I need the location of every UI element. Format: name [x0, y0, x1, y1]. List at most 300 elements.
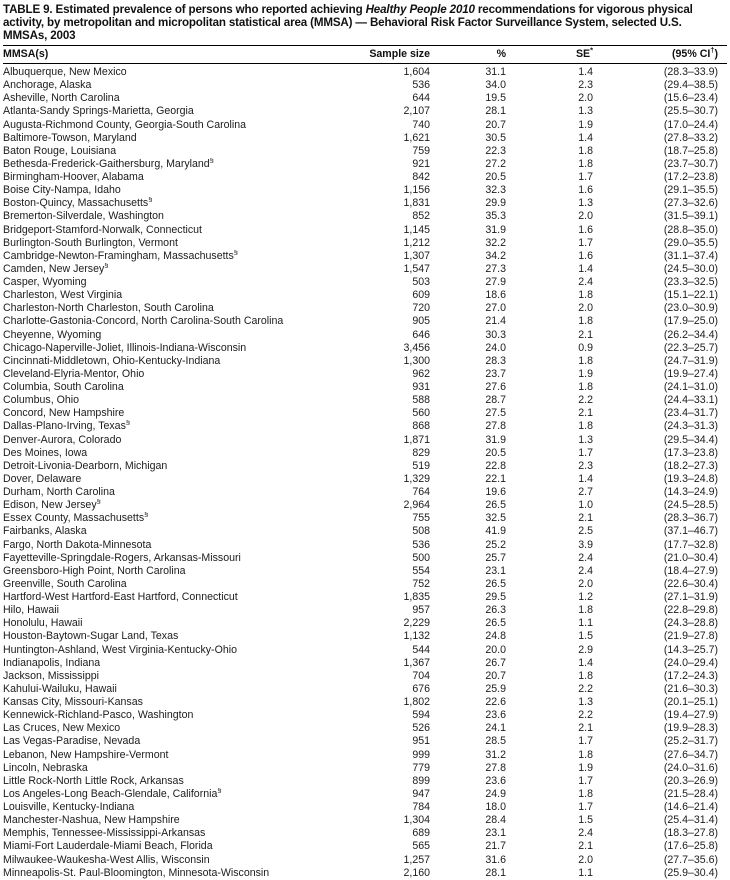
mmsa-name-cell: Charleston-North Charleston, South Carolina [3, 302, 214, 315]
ci-cell: (20.1–25.1) [663, 696, 718, 708]
table-row [3, 473, 727, 486]
mmsa-name-cell: Lebanon, New Hampshire-Vermont [3, 748, 169, 761]
percent-cell: 22.8 [485, 459, 506, 472]
percent-cell: 35.3 [485, 210, 506, 223]
sample-size-cell: 588 [412, 394, 430, 407]
ci-cell: (19.4–27.9) [663, 709, 718, 722]
sample-size-cell: 544 [412, 643, 430, 656]
se-cell: 3.9 [578, 538, 593, 551]
ci-cell: (22.3–25.7) [663, 341, 718, 354]
mmsa-name-cell: Bremerton-Silverdale, Washington [3, 210, 164, 223]
mmsa-name-cell: Hartford-West Hartford-East Hartford, Connecticut [3, 591, 238, 603]
mmsa-name-cell: Casper, Wyoming [3, 276, 87, 288]
percent-cell: 26.7 [485, 656, 506, 669]
mmsa-name-cell: Durham, North Carolina [3, 486, 115, 498]
se-cell: 1.8 [578, 315, 593, 328]
table-title-italic-segment: Healthy People 2010 [365, 3, 475, 16]
table-row [3, 801, 727, 814]
table-row [3, 79, 727, 92]
sample-size-cell: 779 [412, 761, 430, 774]
sample-size-cell: 676 [412, 682, 430, 695]
sample-size-cell: 508 [412, 525, 430, 538]
percent-cell: 31.9 [485, 433, 506, 446]
table-row [3, 696, 727, 709]
ci-cell: (14.6–21.4) [663, 801, 718, 813]
sample-size-cell: 784 [412, 801, 430, 813]
sample-size-cell: 852 [412, 210, 430, 223]
percent-cell: 19.6 [485, 486, 506, 498]
mmsa-name-cell: Anchorage, Alaska [3, 79, 92, 92]
se-cell: 1.1 [578, 617, 593, 630]
mmsa-name-cell: Hilo, Hawaii [3, 604, 59, 617]
ci-footnote-marker: † [710, 45, 715, 55]
percent-cell: 28.1 [485, 866, 506, 879]
table-row [3, 224, 727, 237]
prevalence-table [3, 45, 727, 880]
mmsa-name-cell: Memphis, Tennessee-Mississippi-Arkansas [3, 827, 206, 840]
ci-cell: (27.3–32.6) [663, 197, 718, 210]
sample-size-cell: 2,107 [403, 105, 430, 118]
ci-cell: (23.7–30.7) [663, 157, 718, 170]
percent-cell: 28.4 [485, 814, 506, 827]
se-cell: 1.7 [578, 446, 593, 459]
mmsa-name-cell: Fargo, North Dakota-Minnesota [3, 538, 152, 551]
ci-cell: (17.2–23.8) [663, 171, 718, 183]
table-row [3, 460, 727, 473]
percent-cell: 25.7 [485, 551, 506, 564]
ci-cell: (22.6–30.4) [663, 577, 718, 590]
sample-size-cell: 560 [412, 407, 430, 420]
se-cell: 2.0 [578, 853, 593, 866]
table-row [3, 657, 727, 670]
se-cell: 1.6 [578, 223, 593, 236]
se-cell: 1.9 [578, 761, 593, 774]
table-row [3, 512, 727, 525]
se-cell: 1.8 [578, 669, 593, 682]
mmsa-name-cell: Charlotte-Gastonia-Concord, North Carolina-South Carolina [3, 315, 284, 328]
sample-size-cell: 905 [412, 315, 430, 328]
ci-cell: (17.2–24.3) [663, 669, 718, 682]
table-row [3, 132, 727, 145]
table-row [3, 630, 727, 643]
se-cell: 2.0 [578, 302, 593, 315]
sample-size-cell: 1,307 [403, 249, 430, 262]
table-row [3, 289, 727, 302]
sample-size-cell: 1,329 [403, 472, 430, 485]
column-header-percent: % [430, 46, 506, 64]
table-row [3, 276, 727, 289]
percent-cell: 18.6 [485, 289, 506, 302]
sample-size-cell: 594 [412, 709, 430, 722]
se-cell: 2.2 [578, 394, 593, 407]
percent-cell: 27.2 [485, 157, 506, 170]
ci-cell: (28.3–36.7) [663, 512, 718, 525]
ci-cell: (31.5–39.1) [663, 210, 718, 223]
se-cell: 2.3 [578, 79, 593, 92]
sample-size-cell: 752 [412, 577, 430, 590]
percent-cell: 24.0 [485, 341, 506, 354]
mmsa-footnote-marker: § [125, 420, 131, 427]
sample-size-cell: 999 [412, 748, 430, 761]
mmsa-name-cell: Minneapolis-St. Paul-Bloomington, Minnesota-Wisconsin [3, 866, 270, 879]
se-cell: 2.1 [578, 328, 593, 341]
mmsa-name-cell: Houston-Baytown-Sugar Land, Texas [3, 630, 179, 643]
se-cell: 2.4 [578, 827, 593, 840]
se-cell: 1.8 [578, 289, 593, 302]
ci-cell: (24.4–33.1) [663, 394, 718, 407]
se-cell: 1.7 [578, 236, 593, 249]
se-cell: 0.9 [578, 341, 593, 354]
sample-size-cell: 740 [412, 118, 430, 131]
sample-size-cell: 720 [412, 302, 430, 315]
mmsa-name-cell: Huntington-Ashland, West Virginia-Kentucky-Ohio [3, 643, 237, 656]
ci-cell: (28.8–35.0) [663, 223, 718, 236]
sample-size-cell: 764 [412, 486, 430, 498]
table-row [3, 250, 727, 263]
mmsa-name-cell: Cleveland-Elyria-Mentor, Ohio [3, 367, 145, 380]
table-row [3, 617, 727, 630]
percent-cell: 24.1 [485, 722, 506, 735]
percent-cell: 20.7 [485, 118, 506, 131]
ci-cell: (23.3–32.5) [663, 276, 718, 288]
percent-cell: 21.4 [485, 315, 506, 328]
percent-cell: 24.9 [485, 787, 506, 800]
sample-size-cell: 755 [412, 512, 430, 525]
ci-cell: (19.9–27.4) [663, 367, 718, 380]
ci-cell: (19.3–24.8) [663, 472, 718, 485]
ci-cell: (21.6–30.3) [663, 682, 718, 695]
se-cell: 1.4 [578, 472, 593, 485]
mmsa-name-cell: Kennewick-Richland-Pasco, Washington [3, 709, 194, 722]
table-row [3, 722, 727, 735]
mmsa-name-cell: Baltimore-Towson, Maryland [3, 131, 137, 144]
ci-cell: (25.5–30.7) [663, 105, 718, 118]
table-row [3, 355, 727, 368]
se-cell: 1.2 [578, 591, 593, 603]
sample-size-cell: 1,304 [403, 814, 430, 827]
column-header-se: SE* [506, 46, 593, 64]
ci-cell: (24.7–31.9) [663, 354, 718, 367]
mmsa-name-cell: Miami-Fort Lauderdale-Miami Beach, Florida [3, 840, 213, 853]
se-cell: 2.4 [578, 551, 593, 564]
percent-cell: 27.6 [485, 381, 506, 393]
sample-size-cell: 554 [412, 564, 430, 577]
ci-cell: (31.1–37.4) [663, 249, 718, 262]
sample-size-cell: 3,456 [403, 341, 430, 354]
ci-cell: (21.9–27.8) [663, 630, 718, 643]
mmsa-footnote-marker: § [233, 249, 238, 257]
ci-cell: (25.9–30.4) [663, 866, 718, 879]
ci-cell: (24.5–28.5) [663, 499, 718, 512]
se-cell: 1.8 [578, 604, 593, 617]
percent-cell: 23.6 [485, 709, 506, 722]
percent-cell: 30.3 [485, 328, 506, 341]
mmsa-name-cell: Birmingham-Hoover, Alabama [3, 171, 144, 183]
mmsa-name-cell: Kansas City, Missouri-Kansas [3, 696, 143, 708]
se-cell: 2.9 [578, 643, 593, 656]
se-cell: 2.4 [578, 564, 593, 577]
mmsa-name-cell: Boston-Quincy, Massachusetts§ [3, 197, 365, 210]
table-row [3, 447, 727, 460]
table-title-prefix: TABLE 9. Estimated prevalence of persons who reported achieving [3, 3, 366, 16]
ci-cell: (29.0–35.5) [663, 236, 718, 249]
percent-cell: 29.5 [485, 591, 506, 603]
se-cell: 1.4 [578, 131, 593, 144]
ci-cell: (24.0–29.4) [663, 656, 718, 669]
ci-cell: (26.2–34.4) [663, 328, 718, 341]
percent-cell: 20.0 [485, 643, 506, 656]
ci-cell: (22.8–29.8) [663, 604, 718, 617]
mmsa-name-cell: Camden, New Jersey§ [3, 263, 365, 276]
sample-size-cell: 1,547 [403, 262, 430, 275]
se-cell: 1.8 [578, 420, 593, 433]
ci-cell: (14.3–24.9) [663, 486, 718, 498]
mmsa-name-cell: Honolulu, Hawaii [3, 617, 83, 630]
table-row [3, 814, 727, 827]
ci-cell: (24.3–31.3) [663, 420, 718, 433]
column-header-ci: (95% CI†) [593, 46, 727, 64]
se-cell: 1.4 [578, 66, 593, 78]
se-cell: 2.1 [578, 407, 593, 420]
sample-size-cell: 1,831 [403, 197, 430, 210]
ci-cell: (25.4–31.4) [663, 814, 718, 827]
se-cell: 2.1 [578, 512, 593, 525]
ci-cell: (27.1–31.9) [663, 591, 718, 603]
ci-cell: (19.9–28.3) [663, 722, 718, 735]
ci-cell: (27.6–34.7) [663, 748, 718, 761]
percent-cell: 41.9 [485, 525, 506, 538]
table-row [3, 735, 727, 748]
mmsa-name-cell: Chicago-Naperville-Joliet, Illinois-Indiana-Wisconsin [3, 341, 247, 354]
ci-cell: (17.0–24.4) [663, 118, 718, 131]
percent-cell: 18.0 [485, 801, 506, 813]
mmsa-name-cell: Fayetteville-Springdale-Rogers, Arkansas-Missouri [3, 551, 241, 564]
table-header-row [3, 46, 727, 64]
mmsa-name-cell: Bridgeport-Stamford-Norwalk, Connecticut [3, 223, 203, 236]
table-header [3, 46, 727, 64]
table-row [3, 381, 727, 394]
se-cell: 1.7 [578, 171, 593, 183]
mmsa-name-cell: Concord, New Hampshire [3, 407, 125, 420]
se-cell: 1.8 [578, 354, 593, 367]
mmsa-footnote-marker: § [144, 512, 149, 519]
percent-cell: 27.9 [485, 276, 506, 288]
sample-size-cell: 646 [412, 328, 430, 341]
percent-cell: 25.9 [485, 682, 506, 695]
se-cell: 1.7 [578, 774, 593, 787]
sample-size-cell: 2,229 [403, 617, 430, 630]
se-cell: 1.3 [578, 433, 593, 446]
se-cell: 1.4 [578, 262, 593, 275]
se-cell: 2.7 [578, 486, 593, 498]
table-row [3, 420, 727, 433]
se-cell: 1.8 [578, 748, 593, 761]
ci-cell: (27.8–33.2) [663, 131, 718, 144]
mmsa-name-cell: Denver-Aurora, Colorado [3, 433, 122, 446]
se-cell: 2.2 [578, 682, 593, 695]
mmsa-footnote-marker: § [96, 499, 101, 506]
ci-cell: (15.1–22.1) [663, 289, 718, 302]
table-body [3, 64, 727, 880]
table-row [3, 578, 727, 591]
mmsa-name-cell: Asheville, North Carolina [3, 92, 120, 105]
sample-size-cell: 536 [412, 79, 430, 92]
table-row [3, 644, 727, 657]
sample-size-cell: 962 [412, 367, 430, 380]
mmsa-name-cell: Albuquerque, New Mexico [3, 66, 127, 78]
table-row [3, 394, 727, 407]
table-row [3, 210, 727, 223]
ci-cell: (27.7–35.6) [663, 853, 718, 866]
table-row [3, 670, 727, 683]
table-row [3, 263, 727, 276]
percent-cell: 25.2 [485, 538, 506, 551]
table-row [3, 788, 727, 801]
se-cell: 1.8 [578, 144, 593, 157]
mmsa-name-cell: Little Rock-North Little Rock, Arkansas [3, 774, 184, 787]
se-cell: 1.0 [578, 499, 593, 512]
ci-cell: (18.4–27.9) [663, 564, 718, 577]
ci-cell: (15.6–23.4) [663, 92, 718, 105]
percent-cell: 23.1 [485, 827, 506, 840]
percent-cell: 20.7 [485, 669, 506, 682]
percent-cell: 20.5 [485, 446, 506, 459]
table-row [3, 867, 727, 880]
ci-cell: (24.0–31.6) [663, 761, 718, 774]
se-cell: 2.0 [578, 210, 593, 223]
table-row [3, 237, 727, 250]
se-cell: 1.5 [578, 630, 593, 643]
table-row [3, 525, 727, 538]
sample-size-cell: 1,212 [403, 236, 430, 249]
sample-size-cell: 704 [412, 669, 430, 682]
sample-size-cell: 503 [412, 276, 430, 288]
sample-size-cell: 1,802 [403, 696, 430, 708]
mmsa-name-cell: Dallas-Plano-Irving, Texas§ [3, 420, 365, 433]
sample-size-cell: 609 [412, 289, 430, 302]
ci-cell: (28.3–33.9) [663, 66, 718, 78]
ci-cell: (25.2–31.7) [663, 735, 718, 748]
se-cell: 1.7 [578, 735, 593, 748]
table-row [3, 486, 727, 499]
mmsa-name-cell: Cheyenne, Wyoming [3, 328, 102, 341]
mmsa-name-cell: Des Moines, Iowa [3, 446, 88, 459]
ci-cell: (17.6–25.8) [663, 840, 718, 853]
sample-size-cell: 1,871 [403, 433, 430, 446]
sample-size-cell: 536 [412, 538, 430, 551]
mmsa-footnote-marker: § [104, 262, 109, 270]
mmsa-name-cell: Burlington-South Burlington, Vermont [3, 236, 178, 249]
ci-cell: (21.5–28.4) [663, 787, 718, 800]
mmsa-name-cell: Detroit-Livonia-Dearborn, Michigan [3, 459, 168, 472]
sample-size-cell: 947 [412, 787, 430, 800]
table-row [3, 775, 727, 788]
ci-cell: (21.0–30.4) [663, 551, 718, 564]
se-cell: 2.1 [578, 840, 593, 853]
percent-cell: 20.5 [485, 171, 506, 183]
table-row [3, 539, 727, 552]
ci-cell: (18.2–27.3) [663, 459, 718, 472]
percent-cell: 24.8 [485, 630, 506, 643]
percent-cell: 22.3 [485, 144, 506, 157]
table-row [3, 368, 727, 381]
table-title-suffix: recommendations for vigorous physical activity, by metropolitan and micropolitan statistical area (MMSA) — Behavioral Risk Factor Surveillance System, selected U.S. MMSAs, 2003 [3, 3, 693, 42]
mmsa-name-cell: Atlanta-Sandy Springs-Marietta, Georgia [3, 105, 194, 118]
table-row [3, 342, 727, 355]
sample-size-cell: 1,367 [403, 656, 430, 669]
sample-size-cell: 931 [412, 381, 430, 393]
ci-cell: (29.5–34.4) [663, 433, 718, 446]
percent-cell: 27.0 [485, 302, 506, 315]
column-header-sample-size: Sample size [365, 46, 430, 64]
se-cell: 1.1 [578, 866, 593, 879]
table-row [3, 591, 727, 604]
sample-size-cell: 1,145 [403, 223, 430, 236]
percent-cell: 26.5 [485, 577, 506, 590]
table-row [3, 119, 727, 132]
sample-size-cell: 899 [412, 774, 430, 787]
percent-cell: 32.5 [485, 512, 506, 525]
mmsa-name-cell: Cambridge-Newton-Framingham, Massachusetts§ [3, 250, 365, 263]
sample-size-cell: 759 [412, 144, 430, 157]
sample-size-cell: 1,835 [403, 591, 430, 603]
se-footnote-marker: * [590, 45, 593, 55]
sample-size-cell: 2,160 [403, 866, 430, 879]
ci-cell: (17.3–23.8) [663, 446, 718, 459]
sample-size-cell: 1,604 [403, 66, 430, 78]
se-cell: 2.1 [578, 722, 593, 735]
mmsa-name-cell: Jackson, Mississippi [3, 669, 99, 682]
table-row [3, 604, 727, 617]
mmsa-name-cell: Bethesda-Frederick-Gaithersburg, Maryland§ [3, 158, 365, 171]
mmsa-name-cell: Indianapolis, Indiana [3, 656, 101, 669]
mmsa-name-cell: Las Vegas-Paradise, Nevada [3, 735, 141, 748]
sample-size-cell: 957 [412, 604, 430, 617]
table-row [3, 854, 727, 867]
sample-size-cell: 644 [412, 92, 430, 105]
percent-cell: 28.5 [485, 735, 506, 748]
table-row [3, 171, 727, 184]
se-cell: 1.4 [578, 656, 593, 669]
table-row [3, 683, 727, 696]
percent-cell: 28.3 [485, 354, 506, 367]
mmsa-name-cell: Manchester-Nashua, New Hampshire [3, 814, 180, 827]
mmsa-name-cell: Greensboro-High Point, North Carolina [3, 564, 186, 577]
table-row [3, 407, 727, 420]
sample-size-cell: 565 [412, 840, 430, 853]
sample-size-cell: 1,621 [403, 131, 430, 144]
ci-cell: (14.3–25.7) [663, 643, 718, 656]
percent-cell: 26.5 [485, 617, 506, 630]
se-cell: 1.6 [578, 249, 593, 262]
sample-size-cell: 1,132 [403, 630, 430, 643]
table-row [3, 64, 727, 80]
sample-size-cell: 921 [412, 157, 430, 170]
se-cell: 1.6 [578, 184, 593, 197]
mmsa-name-cell: Columbia, South Carolina [3, 381, 124, 393]
se-cell: 2.4 [578, 276, 593, 288]
table-row [3, 184, 727, 197]
mmsa-name-cell: Dover, Delaware [3, 472, 82, 485]
percent-cell: 31.6 [485, 853, 506, 866]
mmsa-name-cell: Louisville, Kentucky-Indiana [3, 801, 135, 813]
percent-cell: 29.9 [485, 197, 506, 210]
se-cell: 2.2 [578, 709, 593, 722]
percent-cell: 31.9 [485, 223, 506, 236]
se-cell: 1.8 [578, 157, 593, 170]
sample-size-cell: 500 [412, 551, 430, 564]
percent-cell: 34.2 [485, 249, 506, 262]
